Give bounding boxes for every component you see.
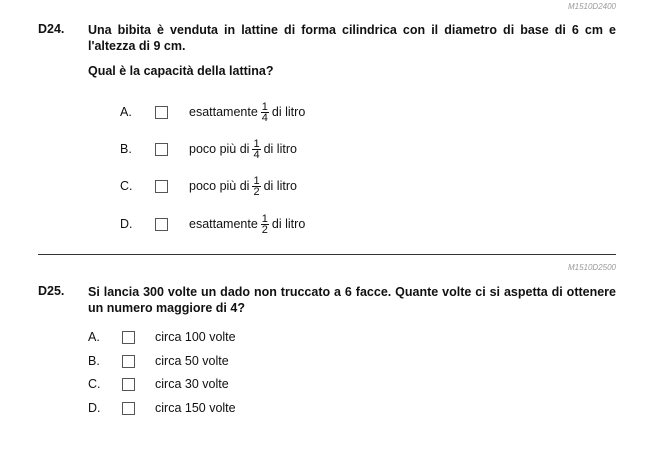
question-text-d25: Si lancia 300 volte un dado non truccato a 6 facce. Quante volte ci si aspetta di ottenere un numero maggiore di 4? bbox=[88, 285, 616, 315]
option-letter: D. bbox=[88, 401, 101, 415]
fraction bbox=[261, 102, 269, 123]
checkbox-d25-a[interactable] bbox=[122, 331, 135, 344]
question-number-d25: D25. bbox=[38, 284, 65, 298]
option-suffix: di litro bbox=[271, 105, 306, 119]
option-letter: D. bbox=[120, 217, 133, 231]
checkbox-d25-c[interactable] bbox=[122, 378, 135, 391]
option-prefix: esattamente bbox=[189, 105, 258, 119]
option-suffix: di litro bbox=[271, 217, 306, 231]
fraction-denominator: 2 bbox=[253, 185, 260, 198]
option-text bbox=[189, 139, 297, 160]
option-suffix: di litro bbox=[263, 142, 297, 156]
fraction bbox=[252, 176, 260, 197]
option-text: circa 30 volte bbox=[155, 377, 229, 391]
question-prompt-d24: Qual è la capacità della lattina? bbox=[88, 64, 274, 78]
option-prefix: poco più di bbox=[189, 179, 250, 193]
fraction-denominator: 4 bbox=[261, 111, 268, 124]
option-letter: C. bbox=[120, 179, 133, 193]
checkbox-d24-c[interactable] bbox=[155, 180, 168, 193]
item-code-d25: M1510D2500 bbox=[567, 263, 616, 272]
fraction-numerator: 1 bbox=[261, 212, 268, 225]
option-prefix: poco più di bbox=[189, 142, 250, 156]
option-letter: C. bbox=[88, 377, 101, 391]
checkbox-d24-d[interactable] bbox=[155, 218, 168, 231]
option-letter: A. bbox=[120, 105, 132, 119]
fraction-denominator: 2 bbox=[261, 223, 268, 236]
option-text bbox=[189, 176, 297, 197]
section-divider bbox=[38, 254, 616, 255]
checkbox-d25-d[interactable] bbox=[122, 402, 135, 415]
fraction-numerator: 1 bbox=[261, 100, 268, 113]
option-letter: A. bbox=[88, 330, 100, 344]
option-letter: B. bbox=[120, 142, 132, 156]
fraction bbox=[261, 214, 269, 235]
question-number-d24: D24. bbox=[38, 22, 65, 36]
option-letter: B. bbox=[88, 354, 100, 368]
fraction-numerator: 1 bbox=[253, 137, 260, 150]
question-text-d24: Una bibita è venduta in lattine di forma cilindrica con il diametro di base di 6 cm e l'altezza di 9 cm. bbox=[88, 23, 616, 53]
option-text: circa 150 volte bbox=[155, 401, 236, 415]
fraction-denominator: 4 bbox=[253, 148, 260, 161]
fraction-numerator: 1 bbox=[253, 174, 260, 187]
option-text: circa 100 volte bbox=[155, 330, 236, 344]
option-text bbox=[189, 214, 305, 235]
item-code-d24: M1510D2400 bbox=[567, 2, 616, 11]
option-text: circa 50 volte bbox=[155, 354, 229, 368]
option-prefix: esattamente bbox=[189, 217, 258, 231]
checkbox-d25-b[interactable] bbox=[122, 355, 135, 368]
checkbox-d24-b[interactable] bbox=[155, 143, 168, 156]
option-text bbox=[189, 102, 305, 123]
fraction bbox=[252, 139, 260, 160]
option-suffix: di litro bbox=[263, 179, 297, 193]
checkbox-d24-a[interactable] bbox=[155, 106, 168, 119]
